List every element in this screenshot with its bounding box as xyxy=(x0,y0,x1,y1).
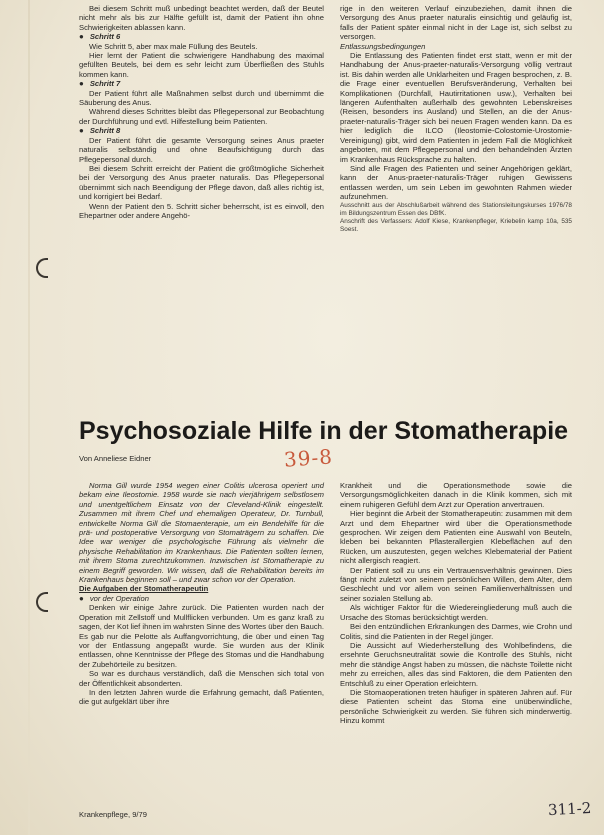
paragraph: Krankheit und die Operationsmethode sowie die Versorgungsmöglichkeiten danach in die Klinik kommen, sich mit einem ruhigeren Gefühl dem Arzt zur Operation anvertrauen. xyxy=(340,481,572,509)
column-right-bottom xyxy=(340,481,572,726)
paragraph: Sind alle Fragen des Patienten und seiner Angehörigen geklärt, kann der Anus-praeter-naturalis-Träger ruhigen Gewissens entlassen werden, um sein Leben im gewohnten Rahmen wieder aufzunehmen. xyxy=(340,163,572,202)
subsection-heading: ● vor der Operation xyxy=(79,594,324,603)
paragraph: Die Aussicht auf Wiederherstellung des Wohlbefindens, die ersehnte Geruchsneutralität sowie die Kontrolle des Stuhls, nicht mehr die ständige Angst haben zu müssen, die nächste Toilette nicht mehr zu erreichen, alles das sind Faktoren, die dem Patienten den Entschluß zu einer Operation erleichtern. xyxy=(340,640,572,688)
paragraph: So war es durchaus verständlich, daß die Menschen sich total von der Öffentlichkeit absonderten. xyxy=(79,669,324,688)
step-heading: ● Schritt 8 xyxy=(79,126,324,135)
paragraph: Hier beginnt die Arbeit der Stomatherapeutin: zusammen mit dem Arzt und dem Ehepartner wird über die Operationsmethode gesprochen. Wir zeigen dem Patienten eine Auswahl von Beuteln, kleben bei bekannten Pflasterallergien Klebeflächen auf den Rücken, um auszutesten, gegen welches Klebematerial der Patient nicht allergisch reagiert. xyxy=(340,509,572,566)
column-right-top xyxy=(340,4,572,234)
section-heading: Die Aufgaben der Stomatherapeutin xyxy=(79,584,209,594)
paragraph: Bei den entzündlichen Erkrankungen des Darmes, wie Crohn und Colitis, sind die Patienten in der Regel jünger. xyxy=(340,622,572,641)
paragraph: In den letzten Jahren wurde die Erfahrung gemacht, daß Patienten, die gut aufgeklärt über ihre xyxy=(79,687,324,707)
paragraph: Während dieses Schrittes bleibt das Pflegepersonal zur Beobachtung der Durchführung und evtl. Hilfestellung beim Patienten. xyxy=(79,107,324,126)
section-subheading: Entlassungsbedingungen xyxy=(340,41,426,51)
column-left-bottom xyxy=(79,481,324,707)
handwritten-annotation: 39-8 xyxy=(283,444,334,472)
paragraph: Denken wir einige Jahre zurück. Die Patienten wurden nach der Operation mit Zellstoff und Mullflicken verbunden. Um es ganz kraß zu sagen, der Kot lief ihnen im wahrsten Sinne des Wortes über den Bauch. Es gab nur die Pelotte als Auffangvorrichtung, die über und einen Tag vor der Entlassung angepaßt wurde. Sie wurden aus der Klinik entlassen, ohne Kenntnisse der Pflege des Stomas und die Handhabung der Zubehörteile zu besitzen. xyxy=(79,603,324,669)
author-address-note: Anschrift des Verfassers: Adolf Kiese, Krankenpfleger, Kriebelin kamp 10a, 535 Soest. xyxy=(340,217,572,233)
journal-citation: Krankenpflege, 9/79 xyxy=(79,810,147,819)
paragraph: Bei diesem Schritt muß unbedingt beachtet werden, daß der Beutel nicht mehr als bis zur Hälfte gefüllt ist, damit der Patient ihn ohne Schwierigkeiten ablassen kann. xyxy=(79,4,324,32)
lead-paragraph: Norma Gill wurde 1954 wegen einer Colitis ulcerosa operiert und bekam eine Ileostomie. 1958 wurde sie nach vierjährigem selbstlosem und unentgeltlichem Einsatz von der Cleveland-Klinik eingestellt. Zusammen mit ihrem Chef und ehemaligen Operateur, Dr. Turnbull, entwickelte Norma Gill die Stomaenterapie, um ein Bendehilfe für die prä- und postoperative Versorgung von Stomaträgern zu schaffen. Die Idee war weniger die psychologische Führung als vielmehr die physische Rehabilitation im Krankenhaus. Die Patienten sollten lernen, mit ihrem Stoma zurechtzukommen. Inzwischen ist Stomatherapie zu einem Begriff geworden. Wir wissen, daß die Rehabilitation bereits im Krankenhaus beginnen soll – und zwar schon vor der Operation. xyxy=(79,481,324,585)
paragraph: rige in den weiteren Verlauf einzubeziehen, damit ihnen die Versorgung des Anus praeter naturalis einsichtig und geläufig ist, falls der Patient später einmal nicht in der Lage ist, sich selbst zu versorgen. xyxy=(340,4,572,42)
page-fold-shadow xyxy=(28,0,30,835)
paragraph: Die Entlassung des Patienten findet erst statt, wenn er mit der Handhabung der Anus-praeter-naturalis-Versorgung völlig vertraut ist. Bis dahin werden alle Unklarheiten und Fragen besprochen, z. B. die Frage einer eventuellen Berufsveränderung, Verhalten bei Komplikationen (Durchfall, Hautirritationen usw.), Verhalten bei längeren Aufenthalten außerhalb des gewohnten Lebenskreises (Reisen, besonders ins Ausland) und Stellen, an die der Anus-praeter-naturalis-Träger sich bei neuen Fragen wenden kann. Da es hier lediglich die ILCO (Ileostomie-Colostomie-Urostomie-Vereinigung) gibt, wird dem Patienten in jedem Fall die Möglichkeit angeboten, mit dem Pflegepersonal und den behandelnden Ärzten im Krankenhaus Rücksprache zu halten. xyxy=(340,51,572,164)
paragraph: Der Patient führt alle Maßnahmen selbst durch und übernimmt die Säuberung des Anus. xyxy=(79,88,324,108)
paragraph: Hier lernt der Patient die schwierigere Handhabung des maximal gefüllten Beutels, bei dem es sehr leicht zum Überfließen des Stuhls kommen kann. xyxy=(79,51,324,79)
step-heading: ● Schritt 6 xyxy=(79,32,324,41)
paragraph: Wie Schritt 5, aber max male Füllung des Beutels. xyxy=(89,41,258,51)
column-left-top xyxy=(79,4,324,220)
step-heading: ● Schritt 7 xyxy=(79,79,324,88)
paragraph: Der Patient führt die gesamte Versorgung seines Anus praeter naturalis selbständig und ohne Beaufsichtigung durch das Pflegepersonal durch. xyxy=(79,135,324,164)
source-note: Ausschnitt aus der Abschlußarbeit während des Stationsleitungskurses 1976/78 im Bildungszentrum Essen des DBfK. xyxy=(340,201,572,217)
paragraph: Der Patient soll zu uns ein Vertrauensverhältnis gewinnen. Dies fängt nicht zuletzt von seinem persönlichen Willen, dem Alter, dem Geschlecht und vor allem von seinen Familienverhältnissen und seiner sozialen Stellung ab. xyxy=(340,565,572,603)
paragraph: Wenn der Patient den 5. Schritt sicher beherrscht, ist es einvoll, den Ehepartner oder andere Angehö- xyxy=(79,201,324,220)
paragraph: Als wichtiger Faktor für die Wiedereingliederung muß auch die Ursache des Stomas berücksichtigt werden. xyxy=(340,603,572,622)
handwritten-page-number: 311-2 xyxy=(547,798,592,820)
article-title: Psychosoziale Hilfe in der Stomatherapie xyxy=(79,417,569,445)
article-author: Von Anneliese Eidner xyxy=(79,454,152,463)
paragraph: Bei diesem Schritt erreicht der Patient die größtmögliche Sicherheit bei der Versorgung des Anus praeter naturalis. Das Pflegepersonal übernimmt sich nach Beendigung der Pflege davon, daß alles richtig ist, und korrigiert bei Bedarf. xyxy=(79,163,324,202)
paragraph: Die Stomaoperationen treten häufiger in späteren Jahren auf. Für diese Patienten scheint das Stoma eine unüberwindliche, persönliche Schwierigkeit zu werden. Sie führen sich minderwertig. Hinzu kommt xyxy=(340,687,572,726)
